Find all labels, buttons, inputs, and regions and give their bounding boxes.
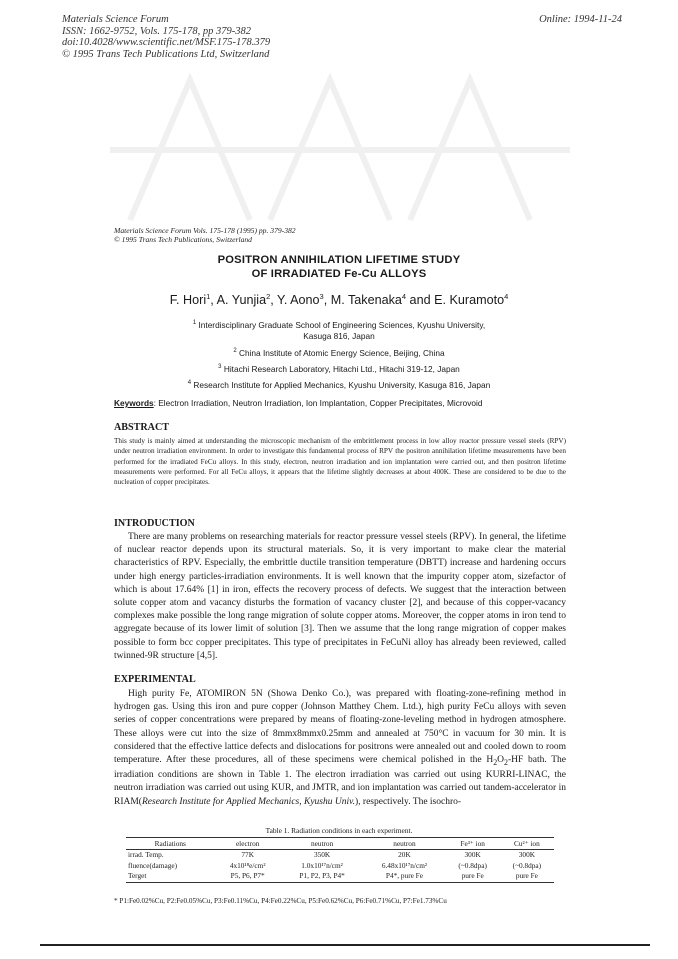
table-cell: pure Fe [500, 871, 554, 882]
table-row [126, 850, 554, 861]
table-cell: P5, P6, P7* [215, 871, 281, 882]
affiliation-number: 1 [192, 320, 197, 326]
affiliation-text: China Institute of Atomic Energy Science, Beijing, China [238, 347, 445, 358]
table-footnote: * P1:Fe0.02%Cu, P2:Fe0.05%Cu, P3:Fe0.11%Cu, P4:Fe0.22%Cu, P5:Fe0.62%Cu, P6:Fe0.71%Cu, P7:Fe1.73%Cu [114, 897, 447, 905]
author-affiliation-mark: 3 [319, 292, 324, 301]
table-cell: 4x10¹⁸e/cm² [229, 860, 266, 870]
watermark-graphic [110, 60, 570, 230]
chemical-formula: H [486, 755, 494, 766]
table-row [126, 861, 554, 872]
table-cell: fluence(damage) [128, 860, 178, 870]
affiliation-text: Interdisciplinary Graduate School of Engineering Sciences, Kyushu University, [198, 319, 486, 330]
table-cell: 77K [241, 850, 254, 859]
author-affiliation-mark: 4 [401, 292, 407, 301]
table-cell: 1.0x10¹⁷n/cm² [301, 860, 343, 870]
author-separator: , [270, 293, 278, 308]
abstract-text: This study is mainly aimed at understanding the microscopic mechanism of the embrittlement process in low alloy reactor pressure vessel steels (RPV) under neutron irradiation environment. In order to investigate this fundamental process of RPV the positron annihilation lifetime measurements have been performed for the irradiated FeCu alloys. In this study, electron, neutron irradiation and ion implantation were carried out, and then positron lifetime measurements were performed. For all FeCu alloys, it appears that the lifetime slightly decreases at about 400K. These are considered to be due to the nucleation of copper precipitates. [114, 437, 566, 487]
experimental-text: ), respectively. The isochro- [355, 796, 462, 807]
table-cell: 300K [464, 850, 481, 859]
citation-reference [114, 226, 296, 245]
affiliation-number: 2 [233, 348, 237, 354]
column-header: neutron [281, 838, 364, 850]
chemical-subscript: 2 [504, 757, 508, 767]
column-header: Fe³⁺ ion [446, 838, 500, 850]
affiliation-3 [0, 362, 678, 375]
affiliation-text: Kasuga 816, Japan [303, 330, 375, 341]
affiliation-1 [0, 318, 678, 342]
issn-line: ISSN: 1662-9752, Vols. 175-178, pp 379-382 [62, 25, 251, 37]
keywords [114, 398, 566, 409]
table-cell: (~0.8dpa) [512, 860, 542, 870]
institute-name: Research Institute for Applied Mechanics, Kyushu Univ. [141, 796, 355, 807]
table-cell: P4*, pure Fe [363, 871, 445, 882]
author: F. Hori [169, 293, 207, 308]
title-line-1: POSITRON ANNIHILATION LIFETIME STUDY [217, 254, 461, 266]
radiation-conditions-table [126, 837, 554, 883]
introduction-paragraph: There are many problems on researching materials for reactor pressure vessel steels (RPV). In general, the lifetime of nuclear reactor depends upon its structural materials. So, it is very important to make clear the material characteristics of RPV. Especially, the embrittle ductile transition temperature (DBTT) increase and hardening occurs under high energy particles-irradiation environments. It is well known that the impurity copper atom, sizefactor of which is about 17.64% [1] in iron, effects the recovery process of defects. We suggest that the interaction between solute copper atom and vacancy disturbs the formation of vacancy cluster [2], and because of this copper-vacancy complexes make possible the long range migration of solute copper atoms. Moreover, the copper atoms in iron tend to aggregate because of its lower limit of solution [3]. Then we assume that the long range migration of copper makes possible to form bcc copper precipitates. This type of precipitates in FeCuNi alloy has already been reviewed, called twinned-9R structure [4,5]. [114, 532, 566, 661]
table-header-row [126, 838, 554, 850]
table-cell: Terget [126, 871, 215, 882]
author: Y. Aono [277, 293, 320, 308]
online-date: Online: 1994-11-24 [539, 14, 622, 25]
chemical-subscript: 2 [493, 757, 498, 767]
author-separator: , [323, 293, 331, 308]
author-affiliation-mark: 1 [206, 292, 211, 301]
table-cell: P1, P2, P3, P4* [281, 871, 364, 882]
affiliation-4 [0, 378, 678, 391]
keywords-text: : Electron Irradiation, Neutron Irradiation, Ion Implantation, Copper Precipitates, Microvoid [153, 398, 483, 408]
table-cell: 20K [398, 850, 411, 859]
author-separator: and [406, 293, 435, 308]
table-cell: 300K [518, 850, 535, 859]
table-cell: 6.48x10¹⁷n/cm² [381, 860, 428, 870]
experimental-heading: EXPERIMENTAL [114, 674, 196, 685]
journal-name: Materials Science Forum [62, 14, 169, 25]
introduction-heading: INTRODUCTION [114, 518, 195, 529]
experimental-section [114, 688, 566, 809]
table-cell: (~0.8dpa) [458, 860, 487, 870]
doi-link[interactable]: doi:10.4028/www.scientific.net/MSF.175-178.379 [62, 37, 271, 49]
column-header: Radiations [126, 838, 215, 850]
author-list [0, 292, 678, 307]
table-caption: Table 1. Radiation conditions in each experiment. [265, 826, 413, 835]
affiliation-number: 4 [187, 380, 192, 386]
author: M. Takenaka [330, 293, 402, 308]
citation-line: Materials Science Forum Vols. 175-178 (1995) pp. 379-382 [114, 226, 296, 235]
introduction-section [114, 531, 566, 663]
column-header: neutron [363, 838, 445, 850]
citation-copyright: © 1995 Trans Tech Publications, Switzerland [114, 235, 252, 245]
paper-title [0, 254, 678, 281]
table-cell: pure Fe [446, 871, 500, 882]
banner-copyright: © 1995 Trans Tech Publications Ltd, Switzerland [62, 48, 270, 60]
column-header: Cu²⁺ ion [500, 838, 554, 850]
author: E. Kuramoto [434, 293, 505, 308]
experimental-text: -HF bath. The irradiation conditions are shown in Table 1. The electron irradiation was carried out using KURRI-LINAC, the neutron irradiation was carried out using KUR, and JMTR, and ion implantation was carried out tandem-accelerator in RIAM( [114, 755, 566, 807]
table-cell: 350K [313, 850, 331, 859]
experimental-text: High purity Fe, ATOMIRON 5N (Showa Denko Co.), was prepared with floating-zone-refining method in hydrogen gas. Using this iron and pure copper (Johnson Matthey Chem. Ltd.), high purity FeCu alloys with seven series of copper concentrations were prepared by means of floating-zone-leveling method in hydrogen atmosphere. These alloys were cut into the size of 8mmx8mmx0.25mm and annealed at 750°C in vacuum for 30 min. It is considered that the effective lattice defects and dislocations for positrons were annealed out and cooled down to room temperature. After these procedures, all of these specimens were chemical polished in the [114, 689, 566, 766]
author: A. Yunjia [216, 293, 267, 308]
table-cell: irrad. Temp. [128, 850, 164, 859]
abstract-heading: ABSTRACT [114, 422, 169, 433]
author-affiliation-mark: 4 [504, 292, 509, 301]
page-bottom-rule [40, 944, 650, 946]
affiliation-2 [0, 346, 678, 359]
affiliation-text: Hitachi Research Laboratory, Hitachi Ltd., Hitachi 319-12, Japan [223, 363, 460, 374]
keywords-label: Keywords [114, 398, 154, 408]
column-header: electron [215, 838, 281, 850]
chemical-formula: O [497, 755, 505, 766]
title-line-2: OF IRRADIATED Fe-Cu ALLOYS [251, 267, 427, 280]
affiliation-number: 3 [218, 364, 222, 370]
author-separator: , [210, 293, 217, 308]
author-affiliation-mark: 2 [266, 292, 271, 301]
experimental-paragraph [114, 688, 566, 809]
table-row [126, 871, 554, 882]
publisher-banner [62, 14, 622, 60]
affiliation-text: Research Institute for Applied Mechanics, Kyushu University, Kasuga 816, Japan [193, 379, 491, 390]
